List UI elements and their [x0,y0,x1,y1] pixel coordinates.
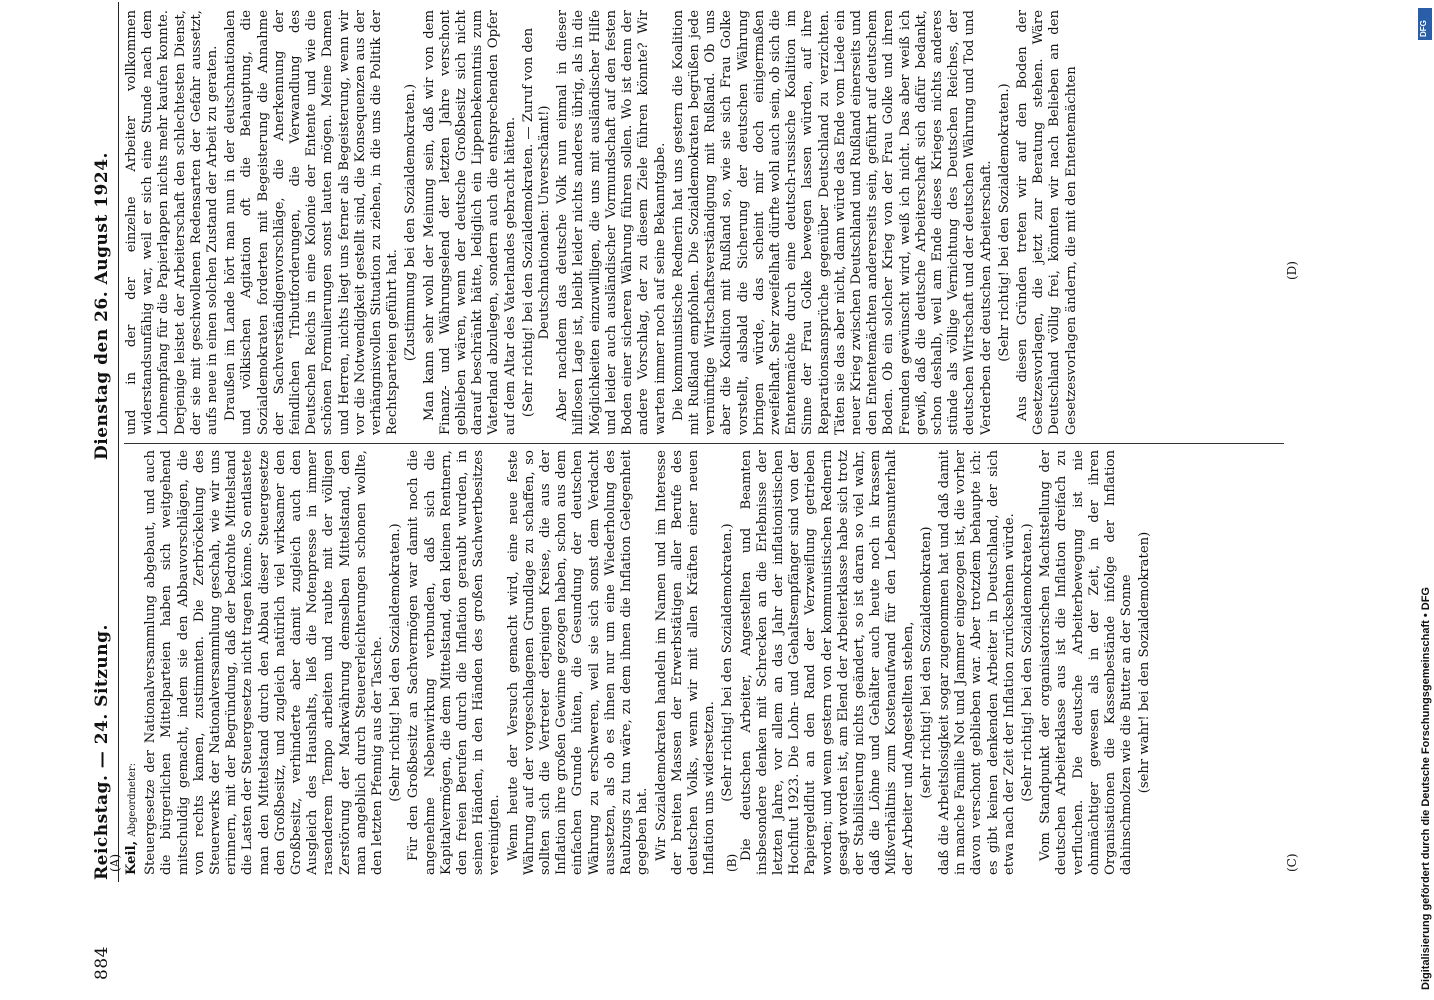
paragraph: Vom Standpunkt der organisatorischen Machtstellung der deutschen Arbeiterklasse aus ist die Inflation dreifach zu verfluchen. Die deutsche Arbeiterbewegung ist nie ohnmächtiger gewesen als in der Zeit, in der ihren Organisationen die Kassenbestände infolge der Inflation dahinschmolzen wie die Butter an der Sonne [1038,450,1135,875]
reaction: (Sehr richtig! bei den Sozialdemokraten.) [720,523,736,802]
margin-mark-c: (C) [1285,853,1299,872]
paragraph: Man kann sehr wohl der Meinung sein, daß wir von dem Finanz- und Währungselend der letzten Jahre verschont geblieben wären, wenn der deutsche Großbesitz sich nicht darauf beschränkt hätte, lediglich ein Lippenbekenntnis zum Vaterland abzulegen, sondern auch die entsprechenden Opfer auf dem Altar des Vaterlandes gebracht hätten. [421,10,518,435]
session-date: Dienstag den 26. August 1924. [92,152,112,460]
paragraph: Die kommunistische Rednerin hat uns gestern die Koalition mit Rußland empfohlen. Die Sozialdemokraten begrüßen jede vernünftige Wirtschaftsverständigung mit Rußland. Ob uns aber die Koalition mit Rußland so, wie sie sich Frau Golke vorstellt, alsbald die Sicherung der deutschen Währung bringen würde, das scheint mir doch einigermaßen zweifelhaft. Sehr zweifelhaft dürfte wohl auch sein, ob sich die Ententemächte durch eine deutsch-russische Koalition im Sinne der Frau Golke bewegen lassen würden, auf ihre Reparationsansprüche gegenüber Deutschland zu verzichten. Täten sie das aber nicht, dann würde das Ende vom Liede ein neuer Krieg zwischen Deutschland und Rußland einerseits und den Ententemächten andererseits sein, geführt auf deutschem Boden. Ob ein solcher Krieg von der Frau Golke und ihren Freunden gewünscht wird, weiß ich nicht. Das aber weiß ich gewiß, daß die deutsche Arbeiterschaft sich dafür bedankt, schon deshalb, weil am Ende dieses Krieges nichts anderes stünde als völlige Vernichtung des Deutschen Reiches, der deutschen Wirtschaft und der deutschen Währung und Tod und Verderben der deutschen Arbeiterschaft. [670,10,994,435]
speaker-note: Abgeordneter: [127,763,138,837]
header-rule [118,2,119,882]
paragraph: Aus diesen Gründen treten wir auf den Boden der Gesetzesvorlagen, die jetzt zur Beratung stehen. Wäre Deutschland völlig frei, könnten wir nach Belieben an den Gesetzesvorlagen ändern, die mit den Ententemächten [1014,10,1079,435]
margin-mark-a: (A) [108,853,122,872]
right-text-column [124,10,1304,435]
running-head: Reichstag. — 24. Sitzung. [92,624,112,880]
reaction: (Sehr richtig! bei den Sozialdemokraten.) [388,523,404,802]
paragraph: Draußen im Lande hört man nun in der deutschnationalen und völkischen Agitation oft die Behauptung, die Sozialdemokraten forderten mit Begeisterung die Annahme der Sachverständigenvorschläge, die Anerkennung der feindlichen Tributforderungen, die Verwandlung des Deutschen Reichs in eine Kolonie der Entente und wie die schönen Formulierungen sonst lauten mögen. Meine Damen und Herren, nichts liegt uns ferner als Begeisterung, wenn wir vor die Notwendigkeit gestellt sind, die Konsequenzen aus der verhängnisvollen Situation zu ziehen, in die uns die Politik der Rechtsparteien geführt hat. [223,10,401,435]
paragraph: Aber nachdem das deutsche Volk nun einmal in dieser hilflosen Lage ist, bleibt leider nichts anderes übrig, als in die Möglichkeiten einzuwilligen, die uns mit ausländischer Hilfe und leider auch ausländischer Vormundschaft auf den festen Boden einer sicheren Währung führen sollen. Wo ist denn der andere Vorschlag, der zu diesem Ziele führen könnte? Wir warten immer noch auf seine Bekanntgabe. [555,10,668,435]
reaction: (sehr richtig! bei den Sozialdemokraten) [918,526,934,799]
reaction: (Sehr richtig! bei den Sozialdemokraten.) [1019,523,1035,802]
speaker-line [124,450,141,875]
margin-mark-d: (D) [1285,261,1299,280]
margin-mark-b: (B) [725,853,739,872]
paragraph: und in der der einzelne Arbeiter vollkommen widerstandsunfähig war, weil er sich eine Stunde nach dem Lohnempfang für die Papierlappen nichts mehr kaufen konnte. Derjenige leistet der Arbeiterschaft den schlechtesten Dienst, der sie mit geschwollenen Redensarten der Gefahr aussetzt, aufs neue in einen solchen Zustand der Arbeit zu geraten. [124,10,221,435]
reaction: (sehr wahr! bei den Sozialdemokraten) [1137,531,1153,794]
paragraph: Steuergesetze der Nationalversammlung abgebaut, und auch die bürgerlichen Mittelparteien haben sich weitgehend mitschuldig gemacht, indem sie den Abbauvorschlägen, die von rechts kamen, zustimmten. Die Zerbröckelung des Steuerwerks der Nationalversammlung geschah, wie wir uns erinnern, mit der Begründung, daß der bedrohte Mittelstand die Lasten der Steuergesetze nicht tragen könne. So entlastete man den Mittelstand durch den Abbau dieser Steuergesetze den Großbesitz, und zugleich natürlich viel wirksamer den Großbesitz, verhinderte aber damit zugleich auch den Ausgleich des Haushalts, ließ die Notenpresse in immer rasenderem Tempo arbeiten und raubte mit der völligen Zerstörung der Markwährung demselben Mittelstand, den man angeblich durch Steuererleichterungen schonen wollte, den letzten Pfennig aus der Tasche. [143,450,386,875]
paragraph: daß die Arbeitslosigkeit sogar zugenommen hat und daß damit in manche Familie Not und Jammer eingezogen ist, die vorher davon verschont geblieben war. Aber trotzdem behaupte ich: es gibt keinen denkenden Arbeiter in Deutschland, der sich etwa nach der Zeit der Inflation zurücksehnen würde. [936,450,1017,875]
dfg-logo [1418,8,1432,40]
reaction: (Zustimmung bei den Sozialdemokraten.) [403,83,419,362]
paragraph: Wenn heute der Versuch gemacht wird, eine neue feste Währung auf der vorgeschlagenen Grundlage zu schaffen, so sollten sich die Vertreter derjenigen Kreise, die aus der Inflation ihre großen Gewinne gezogen haben, schon aus dem einfachen Grunde hüten, die Gesundung der deutschen Währung zu erschweren, weil sie sich sonst dem Verdacht aussetzen, als ob es ihnen nur um eine Wiederholung des Raubzugs zu tun wäre, zu dem ihnen die Inflation Gelegenheit gegeben hat. [505,450,651,875]
column-divider [124,443,1284,444]
paragraph: Wir Sozialdemokraten handeln im Namen und im Interesse der breiten Massen der Erwerbstätigen aller Berufe des deutschen Volks, wenn wir mit allen Kräften einer neuen Inflation uns widersetzen. [653,450,718,875]
left-text-column [124,450,1304,875]
digitization-credit: Digitalisierung gefördert durch die Deutsche Forschungsgemeinschaft • DFG [1420,587,1432,990]
speaker-name: Keil, [124,840,139,875]
reaction: (Sehr richtig! bei den Sozialdemokraten. — Zuruf von den Deutschnationalen: Unverschämt!) [520,27,553,418]
page-number: 884 [92,946,112,980]
reaction: (Sehr richtig! bei den Sozialdemokraten.) [996,83,1012,362]
dfg-logo-text: DFG [1419,20,1428,37]
paragraph: Für den Großbesitz an Sachvermögen war damit noch die angenehme Nebenwirkung verbunden, daß sich die Kapitalvermögen, die dem Mittelstand, den kleinen Rentnern, den freien Berufen durch die Inflation geraubt wurden, in seinen Händen, in den Händen des großen Sachwertbesitzes vereinigten. [406,450,503,875]
paragraph: Die deutschen Arbeiter, Angestellten und Beamten insbesondere denken mit Schrecken an die Erlebnisse der letzten Jahre, vor allem an das Jahr der inflationistischen Hochflut 1923. Die Lohn- und Gehaltsempfänger sind von der Papiergeldflut an den Rand der Verzweiflung getrieben worden; und wenn gestern von der kommunistischen Rednerin gesagt worden ist, am Elend der Arbeiterklasse habe sich trotz der Stabilisierung nichts geändert, so ist daran so viel wahr, daß die Löhne und Gehälter auch heute noch in krassem Mißverhältnis zum Kostenaufwand für den Lebensunterhalt der Arbeiter und Angestellten stehen, [738,450,916,875]
